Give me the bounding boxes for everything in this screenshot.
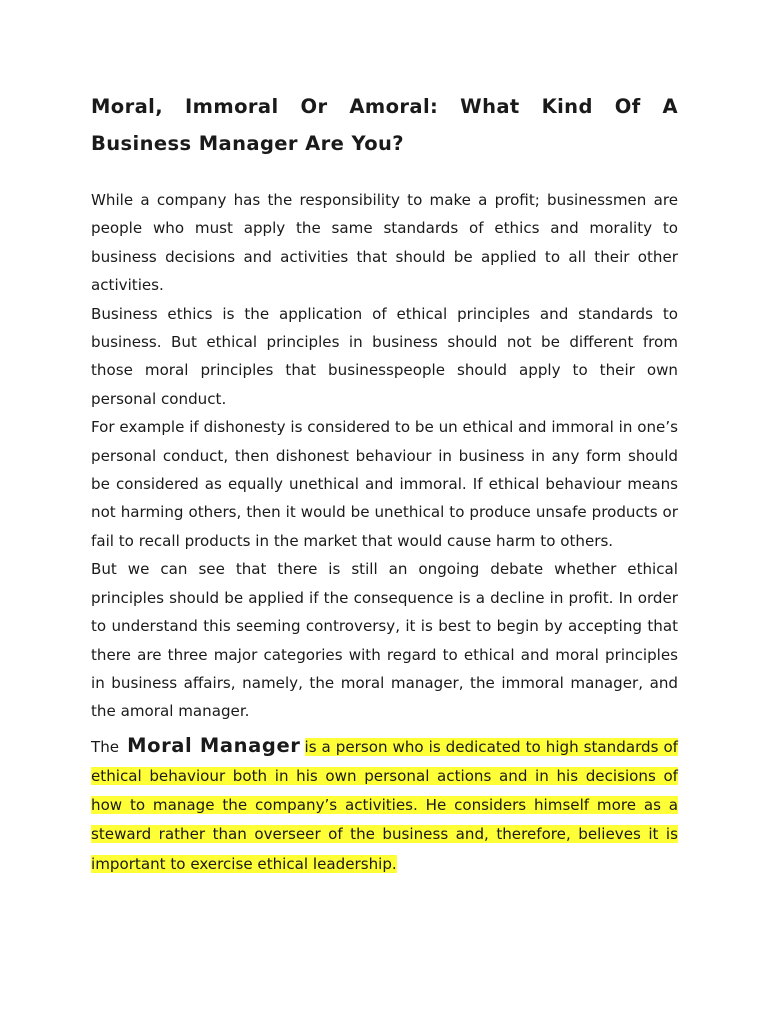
moral-manager-term: Moral Manager — [127, 733, 301, 757]
paragraph-ongoing-debate: But we can see that there is still an ongoing debate whether ethical principles should be applied if the consequence is a decline in profit. In order to understand this seeming controversy, it is best to begin by accepting that there are three major categories with regard to ethical and moral principles in business affairs, namely, the moral manager, the immoral manager, and the amoral manager. — [91, 560, 678, 721]
moral-manager-lead: The — [91, 737, 120, 756]
paragraph-moral-manager — [91, 731, 678, 879]
moral-manager-highlighted-definition: is a person who is dedicated to high standards of ethical behaviour both in his own personal actions and in his decisions of how to manage the company’s activities. He considers himself more as a steward rather than overseer of the business and, therefore, believes it is important to exercise ethical leadership. — [91, 737, 678, 873]
document-title: Moral, Immoral Or Amoral: What Kind Of A Business Manager Are You? — [91, 95, 678, 155]
paragraph-dishonesty-example: For example if dishonesty is considered to be un ethical and immoral in one’s personal conduct, then dishonest behaviour in business in any form should be considered as equally unethical and immoral. If ethical behaviour means not harming others, then it would be unethical to produce unsafe products or fail to recall products in the market that would cause harm to others. — [91, 418, 678, 550]
paragraph-business-ethics-definition: Business ethics is the application of ethical principles and standards to business. But ethical principles in business should not be different from those moral principles that businesspeople should apply to their own personal conduct. — [91, 304, 678, 408]
paragraph-profit-responsibility: While a company has the responsibility to make a profit; businessmen are people who must apply the same standards of ethics and morality to business decisions and activities that should be applied to all their other activities. — [91, 191, 678, 295]
document-body — [91, 88, 678, 879]
